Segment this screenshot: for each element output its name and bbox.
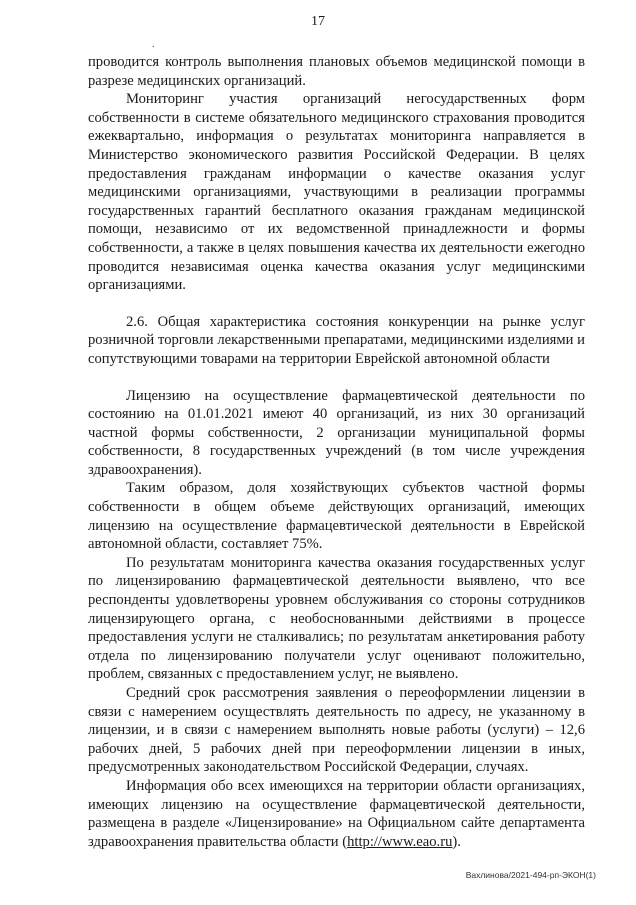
- document-body: [88, 53, 585, 851]
- paragraph-survey: По результатам мониторинга качества оказания государственных услуг по лицензированию фармацевтической деятельности выявлено, что все респонденты удовлетворены уровнем обслуживания со стороны сотрудников лицензирующего органа, с необоснованными действиями в процессе предоставления услуги не сталкивались; по результатам анкетирования работу отдела по лицензированию получатели услуг оценивают положительно, проблем, связанных с предоставлением услуг, не выявлено.: [88, 554, 585, 683]
- paragraph-info: [88, 777, 585, 851]
- paragraph-share: Таким образом, доля хозяйствующих субъектов частной формы собственности в общем объеме действующих организаций, имеющих лицензию на осуществление фармацевтической деятельности в Еврейской автономной области, составляет 75%.: [88, 480, 585, 553]
- scan-mark: .: [152, 38, 155, 50]
- info-end: ).: [452, 833, 461, 850]
- document-code: Вахлинова/2021-494-рп-ЭКОН(1): [465, 870, 596, 880]
- paragraph-terms: Средний срок рассмотрения заявления о переоформлении лицензии в связи с намерением осуществлять деятельность по адресу, не указанному в лицензии, и в связи с намерением выполнять новые работы (услуги) – 12,6 рабочих дней, 5 рабочих дней при переоформлении лицензии в иных, предусмотренных законодательством Российской Федерации, случаях.: [88, 685, 585, 776]
- page-number: 17: [311, 14, 325, 29]
- paragraph-continuation: проводится контроль выполнения плановых объемов медицинской помощи в разрезе медицинских организаций.: [88, 54, 585, 89]
- info-text: Информация обо всех имеющихся на территории области организациях, имеющих лицензию на осуществление фармацевтической деятельности, размещена в разделе «Лицензирование» на Официальном сайте департамента здравоохранения правительства области (: [88, 777, 585, 850]
- section-heading: 2.6. Общая характеристика состояния конкуренции на рынке услуг розничной торговли лекарственными препаратами, медицинскими изделиями и сопутствующими товарами на территории Еврейской автономной области: [88, 313, 585, 367]
- paragraph-licenses: Лицензию на осуществление фармацевтической деятельности по состоянию на 01.01.2021 имеют 40 организаций, из них 30 организаций частной формы собственности, 2 организации муниципальной формы собственности, 8 государственных учреждений (в том числе учреждения здравоохранения).: [88, 387, 585, 478]
- eao-website-link[interactable]: http://www.eao.ru: [347, 833, 453, 850]
- paragraph-monitoring: Мониторинг участия организаций негосударственных форм собственности в системе обязательного медицинского страхования проводится ежеквартально, информация о результатах мониторинга направляется в Министерство экономического развития Российской Федерации. В целях предоставления гражданам информации о качестве оказания услуг медицинскими организациями, участвующими в реализации программы государственных гарантий бесплатного оказания гражданам медицинской помощи, независимо от их ведомственной принадлежности и формы собственности, а также в целях повышения качества их деятельности ежегодно проводится независимая оценка качества оказания услуг медицинскими организациями.: [88, 91, 585, 294]
